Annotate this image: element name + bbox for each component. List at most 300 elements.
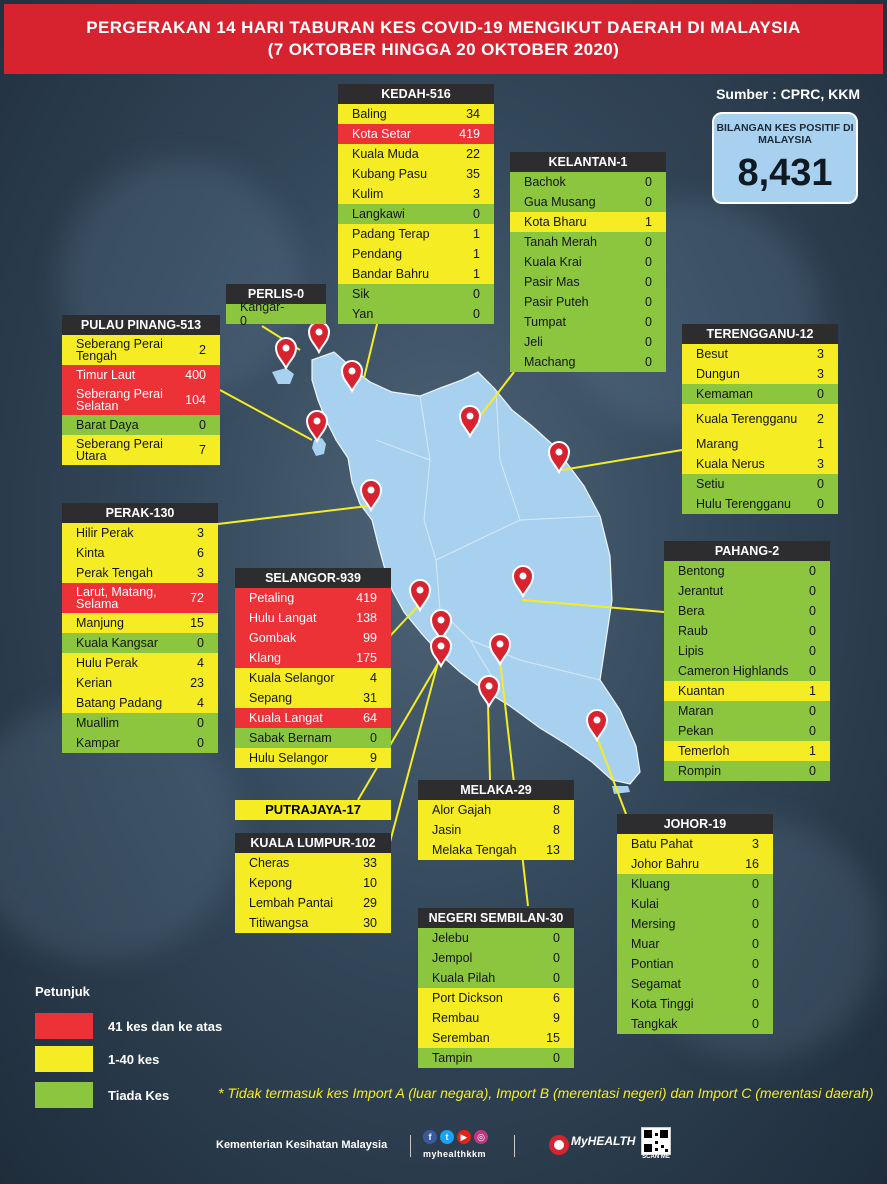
district-name: Bandar Bahru — [352, 267, 430, 281]
district-row — [682, 474, 838, 494]
district-cases: 138 — [356, 611, 377, 625]
state-title: KEDAH-516 — [338, 84, 494, 104]
district-name: Petaling — [249, 591, 295, 605]
district-row — [235, 893, 391, 913]
district-name: Kerian — [76, 676, 113, 690]
total-cases-label: BILANGAN KES POSITIF DI MALAYSIA — [716, 122, 854, 146]
district-row — [338, 144, 494, 164]
district-name: Rompin — [678, 764, 722, 778]
district-name: Seberang Perai Selatan — [76, 387, 163, 413]
district-name: Timur Laut — [76, 368, 136, 382]
district-list — [617, 834, 773, 1034]
facebook-icon[interactable]: f — [423, 1130, 437, 1144]
district-cases: 400 — [185, 368, 206, 382]
district-cases: 0 — [473, 207, 480, 221]
district-row — [510, 252, 666, 272]
district-cases: 72 — [190, 591, 204, 605]
district-row — [62, 563, 218, 583]
district-cases: 9 — [370, 751, 377, 765]
district-name: Kuala Muda — [352, 147, 419, 161]
district-name: Baling — [352, 107, 387, 121]
district-name: Lipis — [678, 644, 704, 658]
district-row — [682, 454, 838, 474]
pin-icon — [587, 710, 607, 740]
district-cases: 0 — [370, 731, 377, 745]
district-name: Kangar-0 — [240, 300, 285, 328]
district-row — [338, 124, 494, 144]
district-row — [62, 523, 218, 543]
district-cases: 0 — [752, 917, 759, 931]
district-row — [418, 1028, 574, 1048]
district-cases: 6 — [553, 991, 560, 1005]
district-row — [62, 583, 218, 613]
district-name: Kota Setar — [352, 127, 412, 141]
district-name: Kluang — [631, 877, 670, 891]
myhealth-text: MyHEALTH — [571, 1134, 636, 1148]
district-name: Hulu Terengganu — [696, 497, 791, 511]
district-cases: 3 — [197, 566, 204, 580]
district-cases: 0 — [809, 664, 816, 678]
district-name: Besut — [696, 347, 728, 361]
district-name: Mersing — [631, 917, 676, 931]
district-cases: 0 — [809, 604, 816, 618]
district-cases: 15 — [546, 1031, 560, 1045]
district-cases: 4 — [197, 696, 204, 710]
district-cases: 0 — [473, 287, 480, 301]
pin-icon — [460, 406, 480, 436]
district-cases: 1 — [473, 227, 480, 241]
district-cases: 29 — [363, 896, 377, 910]
district-list — [418, 800, 574, 860]
district-row — [62, 543, 218, 563]
district-name: Tanah Merah — [524, 235, 597, 249]
district-row — [418, 1008, 574, 1028]
district-name: Temerloh — [678, 744, 730, 758]
state-box-melaka — [418, 780, 574, 860]
district-cases: 3 — [817, 347, 824, 361]
district-cases: 16 — [745, 857, 759, 871]
district-name: Alor Gajah — [432, 803, 492, 817]
district-name: Tangkak — [631, 1017, 678, 1031]
district-name: Rembau — [432, 1011, 480, 1025]
district-name: Kuala Krai — [524, 255, 582, 269]
district-cases: 64 — [363, 711, 377, 725]
district-name: Lembah Pantai — [249, 896, 334, 910]
district-name: Marang — [696, 437, 739, 451]
district-name: Kuala Selangor — [249, 671, 335, 685]
district-cases: 104 — [185, 393, 206, 407]
district-cases: 0 — [752, 937, 759, 951]
district-row — [664, 701, 830, 721]
state-title: MELAKA-29 — [418, 780, 574, 800]
state-box-pulau-pinang — [62, 315, 220, 465]
social-handle: myhealthkkm — [423, 1149, 487, 1159]
district-cases: 3 — [817, 457, 824, 471]
district-name: Sabak Bernam — [249, 731, 332, 745]
qr-code[interactable] — [641, 1127, 671, 1155]
district-row — [418, 928, 574, 948]
district-cases: 0 — [752, 877, 759, 891]
district-name: Seberang Perai Utara — [76, 437, 163, 463]
district-name: Hilir Perak — [76, 526, 134, 540]
district-name: Raub — [678, 624, 708, 638]
district-row — [617, 994, 773, 1014]
district-cases: 6 — [197, 546, 204, 560]
district-cases: 0 — [817, 497, 824, 511]
district-cases: 0 — [197, 716, 204, 730]
district-cases: 0 — [809, 624, 816, 638]
district-cases: 0 — [809, 704, 816, 718]
district-cases: 34 — [466, 107, 480, 121]
youtube-icon[interactable]: ▶ — [457, 1130, 471, 1144]
district-cases: 0 — [809, 564, 816, 578]
district-row — [338, 264, 494, 284]
district-name: Bachok — [524, 175, 566, 189]
district-row — [62, 365, 220, 385]
district-cases: 0 — [809, 764, 816, 778]
district-cases: 35 — [466, 167, 480, 181]
district-cases: 8 — [553, 823, 560, 837]
district-cases: 33 — [363, 856, 377, 870]
district-list — [510, 172, 666, 372]
district-cases: 0 — [645, 255, 652, 269]
district-name: Setiu — [696, 477, 725, 491]
district-list — [235, 588, 391, 768]
state-box-selangor — [235, 568, 391, 768]
district-row — [62, 733, 218, 753]
district-row — [418, 968, 574, 988]
district-row — [510, 192, 666, 212]
twitter-icon[interactable]: t — [440, 1130, 454, 1144]
district-name: Tampin — [432, 1051, 473, 1065]
myhealth-logo — [545, 1127, 636, 1161]
state-title: SELANGOR-939 — [235, 568, 391, 588]
district-row — [62, 613, 218, 633]
district-name: Gua Musang — [524, 195, 596, 209]
district-cases: 22 — [466, 147, 480, 161]
district-name: Kinta — [76, 546, 105, 560]
putrajaya-box: PUTRAJAYA-17 — [235, 800, 391, 820]
district-row — [682, 364, 838, 384]
district-cases: 0 — [817, 387, 824, 401]
district-cases: 0 — [809, 644, 816, 658]
district-row — [235, 668, 391, 688]
instagram-icon[interactable]: ◎ — [474, 1130, 488, 1144]
district-name: Kubang Pasu — [352, 167, 428, 181]
district-cases: 3 — [197, 526, 204, 540]
district-row — [338, 224, 494, 244]
district-name: Kampar — [76, 736, 120, 750]
district-row — [510, 172, 666, 192]
pin-icon — [549, 442, 569, 472]
pin-icon — [309, 322, 329, 352]
district-cases: 0 — [645, 355, 652, 369]
district-name: Langkawi — [352, 207, 405, 221]
district-name: Barat Daya — [76, 418, 139, 432]
footer-divider — [410, 1135, 411, 1157]
district-name: Jasin — [432, 823, 462, 837]
district-name: Bera — [678, 604, 705, 618]
district-row — [510, 352, 666, 372]
district-name: Seremban — [432, 1031, 490, 1045]
footer-divider — [514, 1135, 515, 1157]
district-row — [418, 820, 574, 840]
district-row — [235, 628, 391, 648]
district-name: Jempol — [432, 951, 473, 965]
district-cases: 7 — [199, 443, 206, 457]
district-name: Hulu Perak — [76, 656, 138, 670]
district-row — [510, 292, 666, 312]
district-cases: 419 — [356, 591, 377, 605]
legend-swatch-green — [35, 1082, 93, 1108]
district-row — [510, 212, 666, 232]
district-name: Larut, Matang, Selama — [76, 585, 157, 611]
district-name: Segamat — [631, 977, 682, 991]
district-row — [617, 834, 773, 854]
district-cases: 0 — [197, 636, 204, 650]
district-name: Titiwangsa — [249, 916, 309, 930]
district-list — [62, 523, 218, 753]
district-name: Pasir Mas — [524, 275, 580, 289]
district-cases: 0 — [553, 971, 560, 985]
legend-swatch-yellow — [35, 1046, 93, 1072]
state-box-kelantan — [510, 152, 666, 372]
legend-label: 41 kes dan ke atas — [108, 1019, 223, 1034]
district-row — [617, 974, 773, 994]
district-row — [62, 415, 220, 435]
district-row — [235, 708, 391, 728]
district-row — [235, 728, 391, 748]
district-cases: 1 — [645, 215, 652, 229]
pin-icon — [276, 338, 296, 368]
state-title: JOHOR-19 — [617, 814, 773, 834]
district-name: Klang — [249, 651, 281, 665]
district-name: Seberang Perai Tengah — [76, 337, 163, 363]
state-box-kedah — [338, 84, 494, 324]
district-cases: 1 — [809, 744, 816, 758]
header-date-range: (7 OKTOBER HINGGA 20 OKTOBER 2020) — [267, 40, 620, 59]
state-title: NEGERI SEMBILAN-30 — [418, 908, 574, 928]
district-list — [226, 300, 326, 328]
district-cases: 4 — [197, 656, 204, 670]
district-cases: 15 — [190, 616, 204, 630]
district-row — [235, 748, 391, 768]
district-name: Johor Bahru — [631, 857, 700, 871]
district-name: Kemaman — [696, 387, 753, 401]
district-list — [338, 104, 494, 324]
district-cases: 0 — [645, 175, 652, 189]
district-name: Dungun — [696, 367, 740, 381]
district-name: Kuala Langat — [249, 711, 323, 725]
state-box-terengganu — [682, 324, 838, 514]
district-row — [617, 874, 773, 894]
pin-icon — [479, 676, 499, 706]
district-cases: 0 — [645, 315, 652, 329]
district-name: Jeli — [524, 335, 543, 349]
district-row — [510, 232, 666, 252]
district-name: Batang Padang — [76, 696, 163, 710]
source-label: Sumber : CPRC, KKM — [716, 86, 860, 102]
district-cases: 1 — [473, 247, 480, 261]
district-cases: 1 — [817, 437, 824, 451]
district-name: Machang — [524, 355, 576, 369]
district-row — [418, 840, 574, 860]
district-row — [664, 561, 830, 581]
district-cases: 4 — [370, 671, 377, 685]
district-name: Kuala Pilah — [432, 971, 496, 985]
district-name: Muallim — [76, 716, 120, 730]
district-row — [664, 761, 830, 781]
district-cases: 175 — [356, 651, 377, 665]
district-row — [62, 713, 218, 733]
district-name: Perak Tengah — [76, 566, 153, 580]
district-cases: 0 — [752, 957, 759, 971]
district-row — [510, 272, 666, 292]
district-row — [418, 800, 574, 820]
district-cases: 9 — [553, 1011, 560, 1025]
state-title: PULAU PINANG-513 — [62, 315, 220, 335]
district-name: Kulim — [352, 187, 384, 201]
district-row — [682, 384, 838, 404]
district-cases: 0 — [197, 736, 204, 750]
district-cases: 3 — [752, 837, 759, 851]
district-row — [235, 913, 391, 933]
district-row — [682, 434, 838, 454]
district-cases: 13 — [546, 843, 560, 857]
district-row — [682, 404, 838, 434]
state-title: KUALA LUMPUR-102 — [235, 833, 391, 853]
district-name: Kulai — [631, 897, 659, 911]
district-cases: 0 — [645, 335, 652, 349]
district-row — [418, 948, 574, 968]
district-cases: 31 — [363, 691, 377, 705]
district-name: Yan — [352, 307, 374, 321]
pin-icon — [431, 636, 451, 666]
district-name: Kepong — [249, 876, 293, 890]
district-list — [664, 561, 830, 781]
district-cases: 0 — [809, 724, 816, 738]
district-row — [664, 621, 830, 641]
district-name: Kuala Nerus — [696, 457, 765, 471]
district-cases: 1 — [809, 684, 816, 698]
pin-icon — [342, 361, 362, 391]
pin-icon — [307, 411, 327, 441]
district-name: Tumpat — [524, 315, 566, 329]
district-row — [235, 853, 391, 873]
district-name: Jelebu — [432, 931, 469, 945]
district-name: Padang Terap — [352, 227, 430, 241]
district-name: Pendang — [352, 247, 403, 261]
district-name: Manjung — [76, 616, 124, 630]
district-row — [338, 244, 494, 264]
state-box-pahang — [664, 541, 830, 781]
district-row — [682, 494, 838, 514]
district-row — [235, 688, 391, 708]
district-row — [664, 581, 830, 601]
district-row — [338, 164, 494, 184]
district-row — [62, 335, 220, 365]
district-row — [682, 344, 838, 364]
district-row — [617, 1014, 773, 1034]
district-row — [62, 633, 218, 653]
district-row — [664, 681, 830, 701]
pin-icon — [361, 480, 381, 510]
district-list — [682, 344, 838, 514]
district-list — [62, 335, 220, 465]
district-row — [617, 954, 773, 974]
district-row — [235, 873, 391, 893]
district-row — [62, 693, 218, 713]
district-cases: 0 — [817, 477, 824, 491]
import-note: * Tidak termasuk kes Import A (luar negara), Import B (merentasi negeri) dan Import C (merentasi daerah) — [218, 1085, 874, 1101]
district-name: Batu Pahat — [631, 837, 693, 851]
district-name: Cheras — [249, 856, 290, 870]
district-row — [338, 184, 494, 204]
district-name: Pekan — [678, 724, 714, 738]
district-row — [418, 988, 574, 1008]
header-title: PERGERAKAN 14 HARI TABURAN KES COVID-19 MENGIKUT DAERAH DI MALAYSIA — [86, 18, 801, 37]
district-row — [664, 641, 830, 661]
district-list — [235, 853, 391, 933]
district-name: Kota Bharu — [524, 215, 587, 229]
district-row — [338, 204, 494, 224]
district-cases: 0 — [553, 951, 560, 965]
district-row — [62, 653, 218, 673]
district-cases: 419 — [459, 127, 480, 141]
district-cases: 0 — [645, 275, 652, 289]
district-row — [510, 312, 666, 332]
district-name: Hulu Selangor — [249, 751, 329, 765]
state-box-perak — [62, 503, 218, 753]
district-cases: 1 — [473, 267, 480, 281]
social-icons — [423, 1130, 488, 1144]
pin-icon — [490, 634, 510, 664]
district-row — [235, 588, 391, 608]
district-cases: 0 — [752, 977, 759, 991]
district-row — [617, 914, 773, 934]
district-cases: 0 — [645, 295, 652, 309]
district-row — [235, 648, 391, 668]
district-row — [664, 741, 830, 761]
district-cases: 0 — [752, 897, 759, 911]
district-cases: 0 — [752, 997, 759, 1011]
district-cases: 8 — [553, 803, 560, 817]
district-cases: 23 — [190, 676, 204, 690]
district-list — [418, 928, 574, 1068]
district-row — [418, 1048, 574, 1068]
district-row — [664, 661, 830, 681]
district-name: Kota Tinggi — [631, 997, 694, 1011]
district-cases: 0 — [199, 418, 206, 432]
state-box-perlis — [226, 284, 326, 328]
district-cases: 2 — [199, 343, 206, 357]
district-name: Kuala Terengganu — [696, 412, 798, 426]
district-cases: 3 — [473, 187, 480, 201]
district-row — [338, 284, 494, 304]
state-box-johor — [617, 814, 773, 1034]
pin-icon — [513, 566, 533, 596]
district-cases: 3 — [817, 367, 824, 381]
district-cases: 0 — [809, 584, 816, 598]
district-name: Melaka Tengah — [432, 843, 517, 857]
legend-title: Petunjuk — [35, 984, 90, 999]
pin-icon — [410, 580, 430, 610]
legend-label: Tiada Kes — [108, 1088, 170, 1103]
district-name: Cameron Highlands — [678, 664, 789, 678]
district-cases: 10 — [363, 876, 377, 890]
district-cases: 0 — [553, 931, 560, 945]
district-row — [664, 601, 830, 621]
